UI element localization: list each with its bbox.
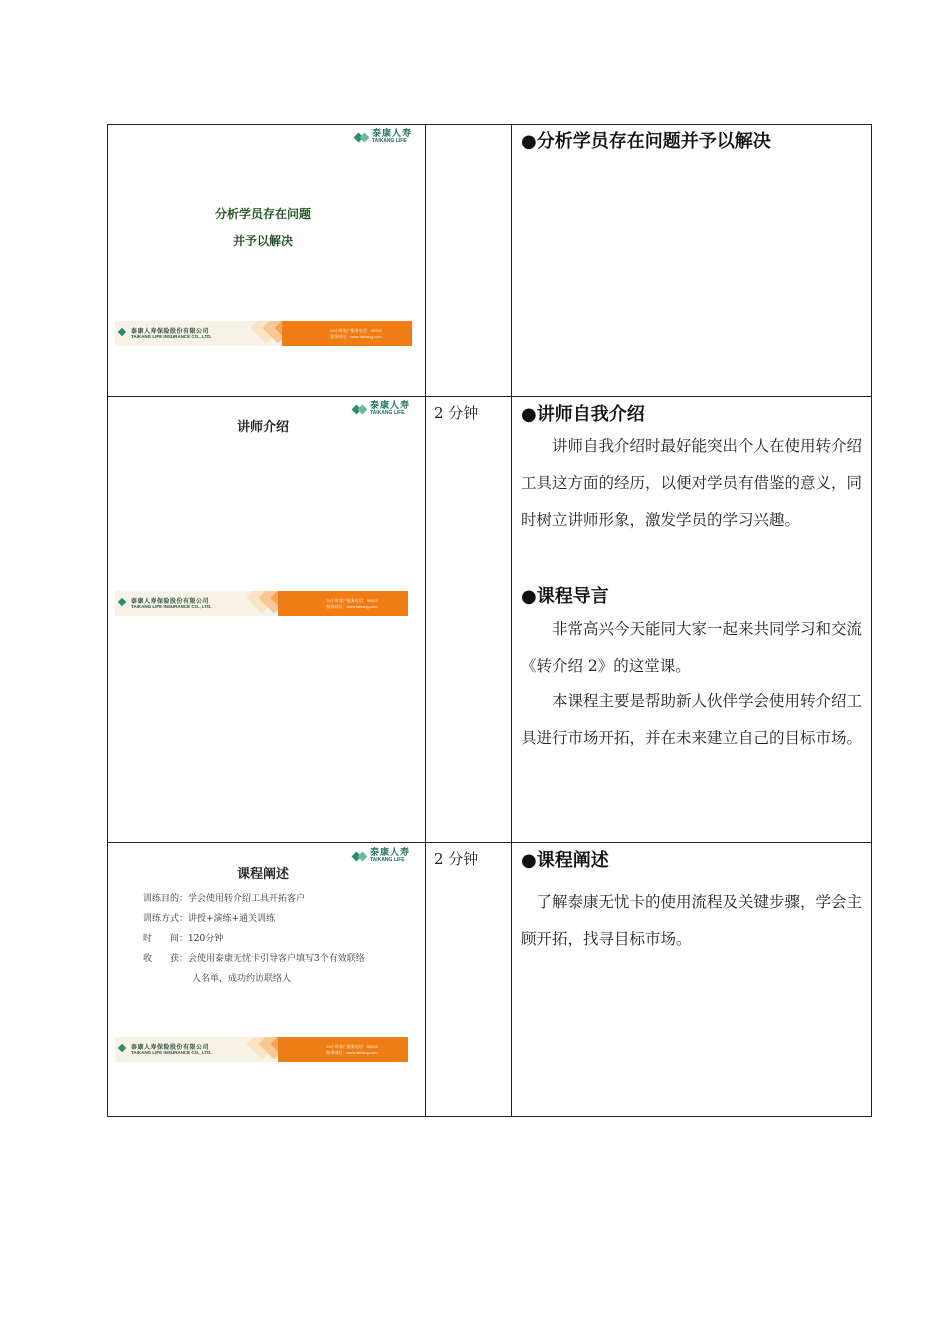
- banner-website: 服务网站：www.taikang.com: [326, 604, 378, 609]
- banner-company-cn: 泰康人寿保险股份有限公司: [131, 1044, 210, 1051]
- duration: 2 分钟: [434, 850, 479, 868]
- logo-en: TAIKANG LIFE: [372, 138, 407, 144]
- col-divider-1: [425, 124, 426, 1117]
- section-paragraph: 本课程主要是帮助新人伙伴学会使用转介绍工具进行市场开拓，并在未来建立自己的目标市场。: [521, 692, 863, 747]
- detail-label: 训练目的：: [143, 894, 189, 904]
- section-paragraph: 了解泰康无忧卡的使用流程及关键步骤，学会主顾开拓，找寻目标市场。: [521, 893, 863, 948]
- section-heading: ●讲师自我介绍: [521, 404, 645, 425]
- banner-company-en: TAIKANG LIFE INSURANCE CO., LTD.: [131, 334, 212, 339]
- row-divider-1: [107, 396, 872, 397]
- slide-thumbnail-1: [113, 125, 413, 350]
- banner-logo-icon: [118, 328, 126, 336]
- banner-company-en: TAIKANG LIFE INSURANCE CO., LTD.: [131, 1050, 212, 1055]
- logo: [353, 849, 410, 863]
- detail-label: 收 获：: [143, 954, 189, 964]
- detail-value: 会使用泰康无忧卡引导客户填写3个有效联络: [188, 954, 365, 964]
- logo-cn: 泰康人寿: [370, 401, 411, 411]
- detail-row: [143, 929, 223, 949]
- banner-contact: [326, 1044, 378, 1056]
- banner-hotline: 24小时客户服务电话：95522: [326, 1044, 378, 1049]
- logo: [353, 402, 410, 416]
- banner-website: 服务网站：www.taikang.com: [330, 334, 382, 339]
- banner-logo-icon: [118, 598, 126, 606]
- logo-en: TAIKANG LIFE: [370, 857, 405, 863]
- logo-cn: 泰康人寿: [372, 129, 413, 139]
- slide-title-line-2: 并予以解决: [232, 234, 293, 248]
- slide-title-line-1: 分析学员存在问题: [214, 207, 311, 221]
- detail-row: [143, 889, 305, 909]
- section-heading: ●课程阐述: [521, 850, 609, 871]
- banner-logo-icon: [118, 1044, 126, 1052]
- logo-cn: 泰康人寿: [370, 848, 411, 858]
- section-paragraph: 非常高兴今天能同大家一起来共同学习和交流《转介绍 2》的这堂课。: [521, 620, 863, 675]
- slide-banner: [115, 1037, 408, 1062]
- detail-value: 人名单，成功约访联络人: [192, 974, 292, 984]
- slide-title: 讲师介绍: [236, 420, 289, 435]
- detail-row: [143, 909, 275, 929]
- detail-value: 120分钟: [188, 934, 224, 944]
- logo: [355, 130, 412, 144]
- banner-contact: [330, 328, 382, 340]
- banner-company-cn: 泰康人寿保险股份有限公司: [131, 598, 210, 605]
- detail-row: [192, 969, 291, 989]
- banner-contact: [326, 598, 378, 610]
- table-border-right: [871, 124, 872, 1117]
- detail-value: 讲授+演练+通关训练: [188, 914, 276, 924]
- section-paragraph: 讲师自我介绍时最好能突出个人在使用转介绍工具这方面的经历，以便对学员有借鉴的意义，同时树立讲师形象，激发学员的学习兴趣。: [521, 437, 863, 529]
- banner-company-cn: 泰康人寿保险股份有限公司: [131, 328, 210, 335]
- detail-label: 时 间：: [143, 934, 189, 944]
- logo-mark-icon: [355, 132, 369, 142]
- table-border-bottom: [107, 1116, 872, 1117]
- section-heading-2: ●课程导言: [521, 586, 609, 607]
- banner-company-en: TAIKANG LIFE INSURANCE CO., LTD.: [131, 604, 212, 609]
- slide-banner: [115, 321, 412, 346]
- logo-mark-icon: [353, 851, 367, 861]
- col-divider-2: [511, 124, 512, 1117]
- banner-hotline: 24小时客户服务电话：95522: [330, 328, 382, 333]
- detail-row: [143, 949, 365, 969]
- slide-title: 课程阐述: [236, 867, 289, 882]
- slide-banner: [115, 591, 408, 616]
- duration: 2 分钟: [434, 404, 479, 422]
- detail-label: 训练方式：: [143, 914, 189, 924]
- section-heading: ●分析学员存在问题并予以解决: [521, 131, 771, 152]
- slide-thumbnail-2: [113, 398, 413, 623]
- slide-thumbnail-3: [113, 844, 413, 1069]
- logo-en: TAIKANG LIFE: [370, 410, 405, 416]
- logo-mark-icon: [353, 404, 367, 414]
- row-divider-2: [107, 842, 872, 843]
- banner-hotline: 24小时客户服务电话：95522: [326, 598, 378, 603]
- banner-website: 服务网站：www.taikang.com: [326, 1050, 378, 1055]
- detail-value: 学会使用转介绍工具开拓客户: [188, 894, 306, 904]
- table-border-left: [107, 124, 108, 1117]
